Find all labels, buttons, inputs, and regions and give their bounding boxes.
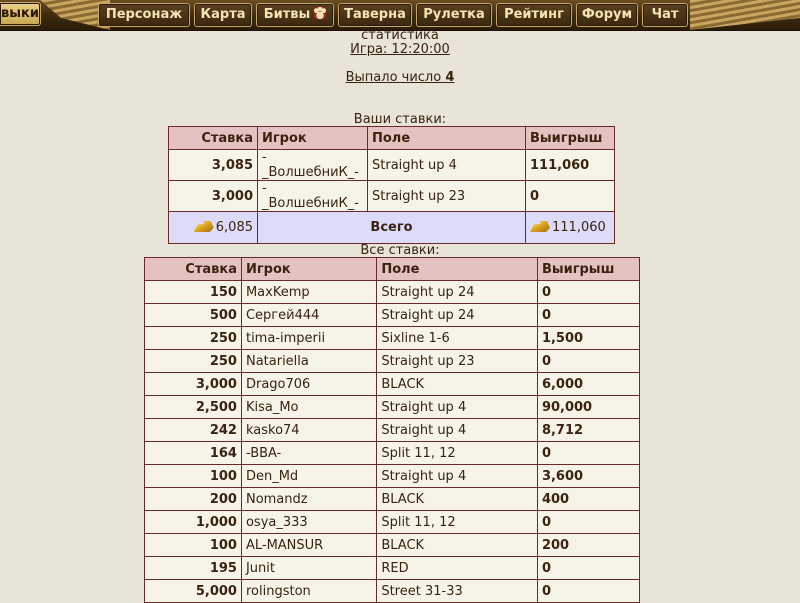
column-header-stake: Ставка [169,127,258,150]
win-cell: 0 [537,580,639,603]
nav-ornament-right [690,0,800,30]
field-cell: BLACK [377,488,538,511]
result-number: 4 [445,70,455,85]
stake-cell: 164 [145,442,242,465]
stake-cell: 3,000 [145,373,242,396]
field-cell: Straight up 4 [368,150,526,181]
win-cell: 90,000 [537,396,639,419]
total-stake: 6,085 [215,220,253,235]
player-cell: Natariella [241,350,376,373]
table-header-row [145,258,640,281]
stake-cell: 500 [145,304,242,327]
win-cell: 8,712 [537,419,639,442]
player-cell: tima-imperii [241,327,376,350]
field-cell: Split 11, 12 [377,442,538,465]
field-cell: Street 31-33 [377,580,538,603]
field-cell: BLACK [377,534,538,557]
win-cell: 6,000 [537,373,639,396]
table-row [145,373,640,396]
win-cell: 0 [537,557,639,580]
stake-cell: 195 [145,557,242,580]
column-header-player: Игрок [258,127,368,150]
nav-rating-label: Рейтинг [504,7,564,22]
stake-cell: 3,000 [169,181,258,212]
field-cell: Straight up 24 [377,304,538,327]
player-cell: -_ВолшебниК_- [258,150,368,181]
table-row [145,488,640,511]
nav-tavern-button[interactable] [338,3,412,27]
nav-forum-label: Форум [581,7,633,22]
all-bets-caption: Все ставки: [360,243,440,258]
table-row [145,304,640,327]
nav-roulette-button[interactable] [416,3,492,27]
win-cell: 0 [537,350,639,373]
field-cell: Straight up 4 [377,419,538,442]
nav-tavern-label: Таверна [344,7,406,22]
game-time-link[interactable]: Игра: 12:20:00 [350,42,450,57]
win-cell: 0 [537,442,639,465]
stake-cell: 100 [145,534,242,557]
paw-icon [314,7,326,19]
win-cell: 0 [537,281,639,304]
win-cell: 0 [526,181,615,212]
player-cell: -BBA- [241,442,376,465]
win-cell: 1,500 [537,327,639,350]
nav-character-label: Персонаж [105,7,183,22]
player-cell: osya_333 [241,511,376,534]
stake-cell: 150 [145,281,242,304]
total-row [169,212,615,244]
table-row [169,150,615,181]
field-cell: Straight up 23 [368,181,526,212]
nav-battles-label: Битвы [263,7,311,22]
stake-cell: 250 [145,350,242,373]
table-row [145,534,640,557]
table-row [145,557,640,580]
player-cell: AL-MANSUR [241,534,376,557]
table-row [145,419,640,442]
gold-coins-icon [530,221,550,232]
field-cell: BLACK [377,373,538,396]
nav-forum-button[interactable] [576,3,638,27]
table-row [169,181,615,212]
table-row [145,580,640,603]
column-header-field: Поле [377,258,538,281]
field-cell: Sixline 1-6 [377,327,538,350]
result-label: Выпало число [345,70,446,85]
win-cell: 111,060 [526,150,615,181]
all-bets-table [144,257,640,603]
player-cell: Сергей444 [241,304,376,327]
stake-cell: 2,500 [145,396,242,419]
field-cell: Straight up 4 [377,396,538,419]
nav-roulette-label: Рулетка [423,7,485,22]
field-cell: Split 11, 12 [377,511,538,534]
win-cell: 200 [537,534,639,557]
win-cell: 0 [537,304,639,327]
nav-rating-button[interactable] [496,3,572,27]
field-cell: Straight up 23 [377,350,538,373]
table-row [145,396,640,419]
column-header-player: Игрок [241,258,376,281]
player-cell: Junit [241,557,376,580]
my-bets-table [168,126,615,244]
stake-cell: 100 [145,465,242,488]
nav-partial-button[interactable]: выки [0,2,41,26]
table-row [145,442,640,465]
stake-cell: 250 [145,327,242,350]
nav-map-label: Карта [200,7,246,22]
stake-cell: 5,000 [145,580,242,603]
player-cell: kasko74 [241,419,376,442]
player-cell: Nomandz [241,488,376,511]
nav-chat-button[interactable] [642,3,688,27]
total-win-cell [526,212,615,244]
nav-map-button[interactable] [194,3,252,27]
stake-cell: 242 [145,419,242,442]
stake-cell: 200 [145,488,242,511]
total-win: 111,060 [552,220,606,235]
stake-cell: 1,000 [145,511,242,534]
table-header-row [169,127,615,150]
player-cell: Den_Md [241,465,376,488]
player-cell: Kisa_Mo [241,396,376,419]
column-header-win: Выигрыш [537,258,639,281]
field-cell: Straight up 24 [377,281,538,304]
column-header-win: Выигрыш [526,127,615,150]
win-cell: 400 [537,488,639,511]
total-stake-cell [169,212,258,244]
top-nav-bar [0,0,800,31]
my-bets-caption: Ваши ставки: [353,112,447,127]
result-link[interactable] [346,70,455,85]
total-label: Всего [258,212,526,244]
table-row [145,350,640,373]
nav-character-button[interactable] [98,3,190,27]
nav-battles-button[interactable] [256,3,334,27]
field-cell: Straight up 4 [377,465,538,488]
win-cell: 3,600 [537,465,639,488]
column-header-field: Поле [368,127,526,150]
player-cell: MaxKemp [241,281,376,304]
player-cell: Drago706 [241,373,376,396]
nav-chat-label: Чат [651,7,679,22]
field-cell: RED [377,557,538,580]
table-row [145,281,640,304]
player-cell: -_ВолшебниК_- [258,181,368,212]
stake-cell: 3,085 [169,150,258,181]
stats-label: статистика [361,28,439,43]
player-cell: rolingston [241,580,376,603]
column-header-stake: Ставка [145,258,242,281]
table-row [145,327,640,350]
table-row [145,465,640,488]
win-cell: 0 [537,511,639,534]
gold-coins-icon [194,221,214,232]
table-row [145,511,640,534]
